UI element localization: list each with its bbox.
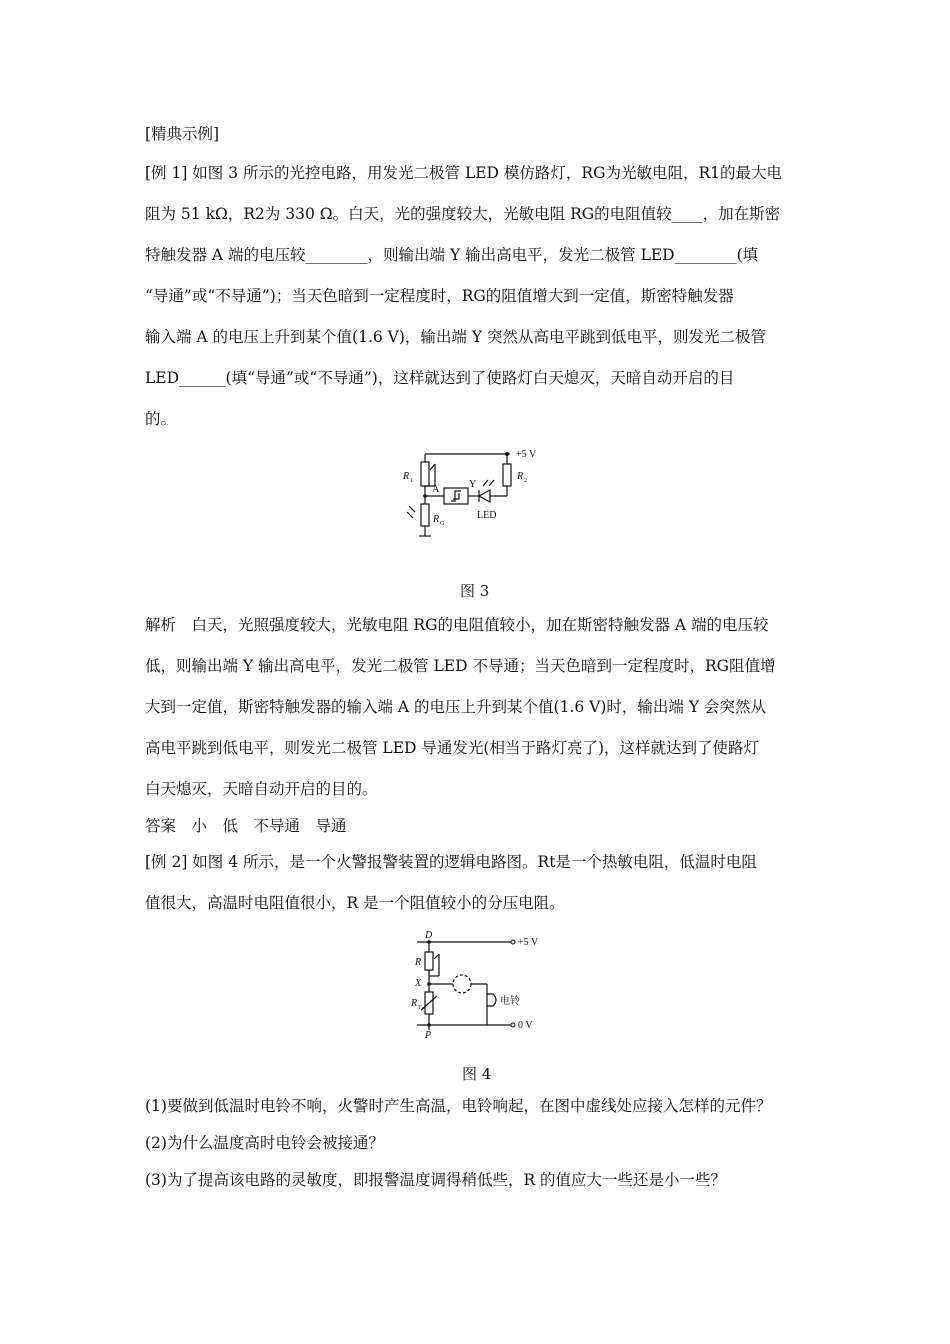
paragraph-line: LED______(填“导通”或“不导通”)，这样就达到了使路灯白天熄灭，天暗自动开启的目 (145, 369, 735, 387)
photoresistor-rg (421, 504, 429, 526)
figure-3-caption: 图 3 (460, 582, 490, 600)
paragraph-line: [例 1] 如图 3 所示的光控电路，用发光二极管 LED 模仿路灯，RG为光敏电阻，R1的最大电 (145, 164, 783, 182)
thermistor-slash (421, 996, 437, 1010)
label-r: R (415, 957, 422, 968)
node-dot (505, 452, 509, 456)
label-x: X (415, 978, 422, 989)
label-gnd: 0 V (518, 1020, 533, 1031)
resistor-r2 (503, 464, 511, 486)
label-p: P (425, 1030, 432, 1040)
label-y: Y (469, 479, 477, 490)
label-a: A (432, 484, 440, 495)
node-dot (427, 982, 431, 986)
label-vcc: +5 V (518, 937, 539, 948)
resistor-r1 (421, 462, 429, 486)
label-rt: R (411, 998, 418, 1009)
answer-line: 答案 小 低 不导通 导通 (145, 817, 347, 835)
light-arrow (409, 506, 415, 512)
wiper-arrow (430, 464, 435, 470)
paragraph-line: “导通”或“不导通”)；当天色暗到一定程度时，RG的阻值增大到一定值，斯密特触发器 (145, 287, 734, 305)
dashed-element (453, 975, 471, 993)
paragraph-line: 阻为 51 kΩ，R2为 330 Ω。白天，光的强度较大，光敏电阻 RG的电阻值较____，加在斯密 (145, 205, 781, 223)
light-arrow (407, 512, 413, 518)
wiper-arrow (434, 954, 439, 959)
label-bell: 电铃 (500, 996, 520, 1007)
question-line: (1)要做到低温时电铃不响，火警时产生高温，电铃响起，在图中虚线处应接入怎样的元件？ (145, 1097, 772, 1115)
label-r2: R (517, 471, 524, 482)
label-r1-sub: 1 (410, 478, 413, 484)
label-vcc: +5 V (516, 449, 537, 460)
paragraph-line: 值很大，高温时电阻值很小，R 是一个阻值较小的分压电阻。 (145, 894, 565, 912)
paragraph-line: 低，则输出端 Y 输出高电平，发光二极管 LED 不导通；当天色暗到一定程度时，RG阻值增 (145, 657, 776, 675)
paragraph-line: 的。 (145, 410, 177, 428)
label-r2-sub: 2 (524, 478, 527, 484)
section-title: [精典示例] (145, 125, 220, 143)
label-r1: R (403, 471, 410, 482)
led-diode (479, 490, 490, 502)
schmitt-symbol (453, 493, 459, 499)
paragraph-line: [例 2] 如图 4 所示，是一个火警报警装置的逻辑电路图。Rt是一个热敏电阻，低温时电阻 (145, 853, 757, 871)
label-led: LED (477, 510, 497, 521)
paragraph-line: 白天熄灭，天暗自动开启的目的。 (145, 780, 378, 798)
light-arrow (489, 480, 494, 486)
question-line: (2)为什么温度高时电铃会被接通？ (145, 1134, 384, 1152)
question-line: (3)为了提高该电路的灵敏度，即报警温度调得稍低些，R 的值应大一些还是小一些？ (145, 1171, 727, 1189)
label-rg-sub: G (440, 521, 445, 527)
label-d: D (425, 930, 433, 941)
node-dot (427, 1023, 431, 1027)
figure-3-circuit (395, 440, 565, 550)
label-rg: R (433, 514, 440, 525)
figure-4-caption: 图 4 (462, 1065, 492, 1083)
label-rt-sub: T (418, 1005, 422, 1011)
resistor-r (425, 952, 433, 970)
node-dot (423, 494, 427, 498)
paragraph-line: 解析 白天，光照强度较大，光敏电阻 RG的电阻值较小，加在斯密特触发器 A 端的电压较 (145, 616, 769, 634)
terminal-vcc (511, 940, 515, 944)
paragraph-line: 输入端 A 的电压上升到某个值(1.6 V)，输出端 Y 突然从高电平跳到低电平，则发光二极管 (145, 328, 767, 346)
terminal-gnd (511, 1023, 515, 1027)
paragraph-line: 大到一定值，斯密特触发器的输入端 A 的电压上升到某个值(1.6 V)时，输出端 Y 会突然从 (145, 698, 767, 716)
figure-4-circuit (405, 928, 555, 1040)
schmitt-trigger (444, 488, 468, 504)
light-arrow (483, 480, 488, 486)
paragraph-line: 特触发器 A 端的电压较________，则输出端 Y 输出高电平，发光二极管 LED________(填 (145, 246, 759, 264)
bell-symbol (487, 994, 496, 1006)
paragraph-line: 高电平跳到低电平，则发光二极管 LED 导通发光(相当于路灯亮了)，这样就达到了使路灯 (145, 739, 759, 757)
